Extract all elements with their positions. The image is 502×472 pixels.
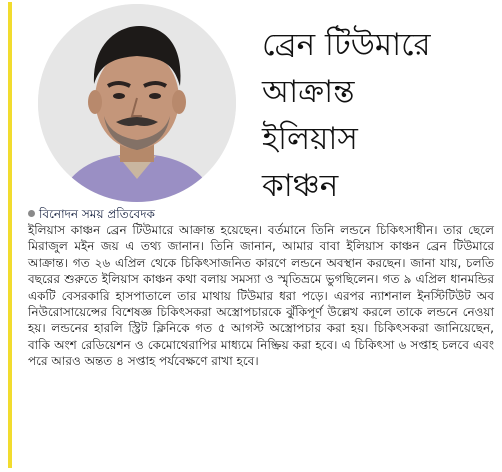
bullet-icon <box>28 210 35 217</box>
article-body: ইলিয়াস কাঞ্চন ব্রেন টিউমারে আক্রান্ত হয়েছেন। বর্তমানে তিনি লন্ডনে চিকিৎসাধীন। তার ছেলে মিরাজুল মইন জয় এ তথ্য জানান। তিনি জানান, আমার বাবা ইলিয়াস কাঞ্চন ব্রেন টিউমারে আক্রান্ত। গত ২৬ এপ্রিল থেকে চিকিৎসাজনিত কারণে লন্ডনে অবস্থান করছেন। জানা যায়, চলতি বছরের শুরুতে ইলিয়াস কাঞ্চন কথা বলায় সমস্যা ও স্মৃতিভ্রমে ভুগছিলেন। গত ৯ এপ্রিল ধানমন্ডির একটি বেসরকারি হাসপাতালে তার মাথায় টিউমার ধরা পড়ে। এরপর ন্যাশনাল ইনস্টিটিউট অব নিউরোসায়েন্সের বিশেষজ্ঞ চিকিৎসকরা অস্ত্রোপচারকে ঝুঁকিপূর্ণ উল্লেখ করলে তাকে লন্ডনে নেওয়া হয়। লন্ডনের হারলি স্ট্রিট ক্লিনিকে গত ৫ আগস্ট অস্ত্রোপচার করা হয়। চিকিৎসকরা জানিয়েছেন, বাকি অংশ রেডিয়েশন ও কেমোথেরাপির মাধ্যমে নিষ্ক্রিয় করা হবে। এ চিকিৎসা ৬ সপ্তাহ চলবে এবং পরে আরও অন্তত ৪ সপ্তাহ পর্যবেক্ষণে রাখা হবে। <box>28 223 494 369</box>
byline <box>28 206 498 222</box>
portrait-photo <box>38 4 236 202</box>
headline <box>262 22 494 210</box>
headline-line-2: আক্রান্ত <box>262 74 355 110</box>
headline-line-4: কাঞ্চন <box>262 168 339 204</box>
byline-text: বিনোদন সময় প্রতিবেদক <box>39 207 155 221</box>
portrait-illustration <box>38 4 236 202</box>
headline-line-1: ব্রেন টিউমারে <box>262 27 431 63</box>
headline-line-3: ইলিয়াস <box>262 121 358 157</box>
column-accent-rule <box>8 2 12 468</box>
